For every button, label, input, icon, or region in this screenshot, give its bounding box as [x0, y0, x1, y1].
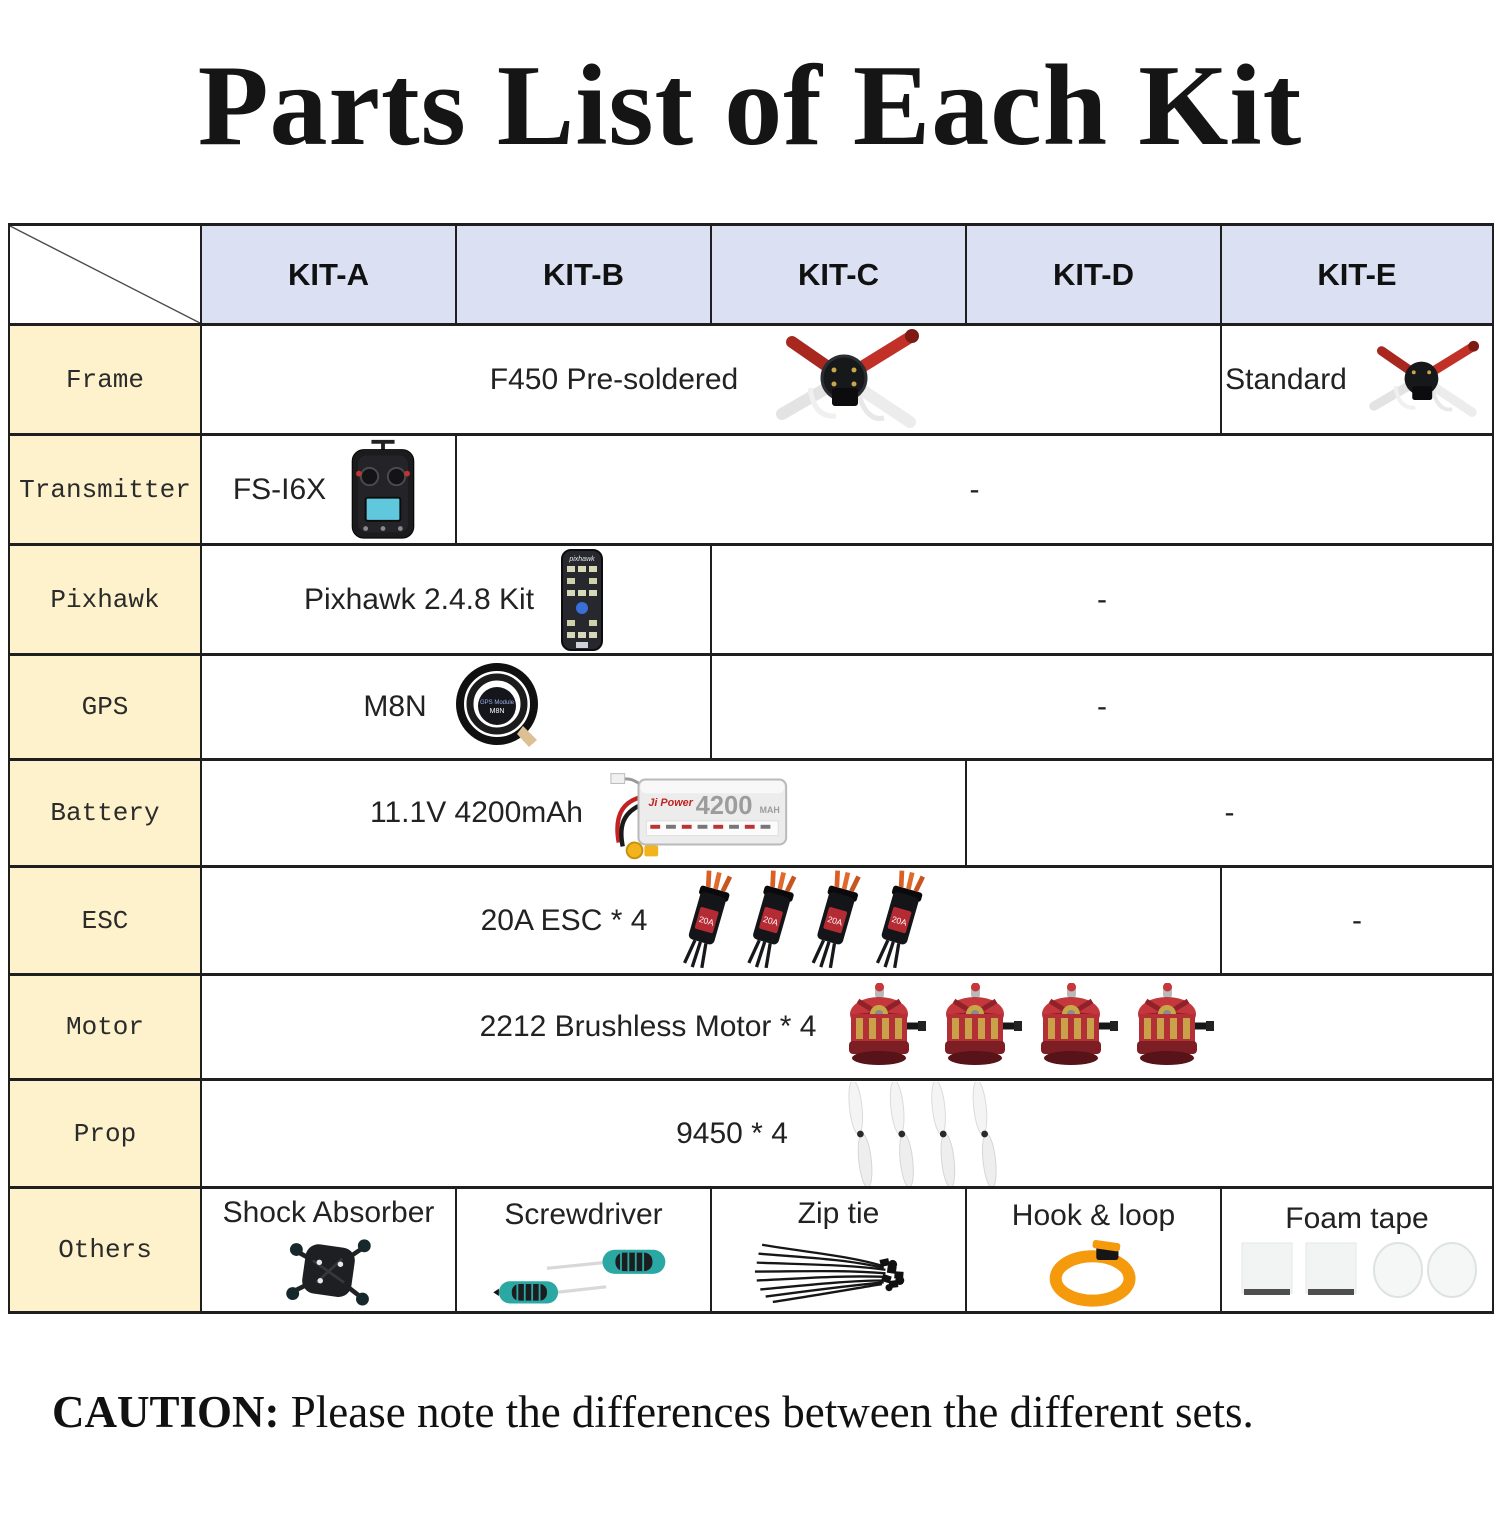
- svg-text:M8N: M8N: [489, 708, 505, 715]
- frame-kit-e-value: Standard: [1225, 362, 1347, 396]
- shock-absorber-image: [266, 1233, 391, 1311]
- foam-tape-label: Foam tape: [1285, 1202, 1429, 1235]
- esc-row-label: ESC: [9, 867, 201, 975]
- kit-b-header: KIT-B: [456, 225, 711, 325]
- esc-dash-cell: -: [1221, 867, 1493, 975]
- esc-main-cell: [201, 867, 1221, 975]
- others-kit-b-cell: [456, 1188, 711, 1313]
- caution-label: CAUTION:: [52, 1387, 280, 1437]
- gps-row-label: GPS: [9, 655, 201, 760]
- diagonal-line-icon: [10, 226, 200, 323]
- esc-row: [9, 867, 1493, 975]
- transmitter-row: [9, 435, 1493, 545]
- shock-absorber-label: Shock Absorber: [222, 1196, 435, 1229]
- battery-value: 11.1V 4200mAh: [370, 796, 583, 829]
- motor-main-cell: [201, 975, 1493, 1080]
- gps-row: [9, 655, 1493, 760]
- transmitter-image: [342, 438, 424, 542]
- prop-value: 9450 * 4: [676, 1116, 788, 1150]
- gps-main-cell: [201, 655, 711, 760]
- caution-text: [52, 1386, 1500, 1438]
- propeller-set-image: [828, 1082, 1018, 1186]
- motor-set-image: [838, 983, 1214, 1071]
- transmitter-value: FS-I6X: [232, 472, 327, 506]
- others-kit-c-cell: [711, 1188, 966, 1313]
- pixhawk-row: [9, 545, 1493, 655]
- prop-row: [9, 1080, 1493, 1188]
- frame-main-value: F450 Pre-soldered: [489, 362, 739, 396]
- battery-main-cell: [201, 760, 966, 867]
- caution-body: Please note the differences between the different sets.: [279, 1387, 1254, 1437]
- header-row: [9, 225, 1493, 325]
- motor-value: 2212 Brushless Motor * 4: [479, 1010, 817, 1043]
- drone-frame-image: [760, 328, 932, 432]
- transmitter-kit-a-cell: [201, 435, 456, 545]
- pixhawk-row-label: Pixhawk: [9, 545, 201, 655]
- esc-value: 20A ESC * 4: [480, 903, 648, 937]
- svg-text:Ji Power: Ji Power: [648, 797, 693, 810]
- gps-dash-cell: -: [711, 655, 1493, 760]
- page-title: Parts List of Each Kit: [197, 42, 1303, 170]
- drone-frame-standard-image: [1357, 330, 1489, 430]
- zip-tie-label: Zip tie: [797, 1197, 880, 1230]
- pixhawk-value: Pixhawk 2.4.8 Kit: [303, 582, 535, 616]
- battery-dash-cell: -: [966, 760, 1493, 867]
- svg-text:GPS Module: GPS Module: [479, 700, 514, 706]
- svg-text:20A: 20A: [826, 913, 845, 928]
- parts-table: [8, 223, 1494, 1314]
- pixhawk-main-cell: [201, 545, 711, 655]
- others-kit-a-cell: [201, 1188, 456, 1313]
- transmitter-dash-cell: -: [456, 435, 1493, 545]
- kit-a-header: KIT-A: [201, 225, 456, 325]
- motor-row-label: Motor: [9, 975, 201, 1080]
- esc-set-image: [669, 869, 941, 973]
- frame-row: [9, 325, 1493, 435]
- prop-row-label: Prop: [9, 1080, 201, 1188]
- screwdriver-image: [486, 1235, 681, 1309]
- others-row-label: Others: [9, 1188, 201, 1313]
- svg-text:20A: 20A: [698, 913, 716, 928]
- svg-text:20A: 20A: [891, 913, 909, 928]
- transmitter-row-label: Transmitter: [9, 435, 201, 545]
- lipo-battery-image: [605, 763, 797, 863]
- pixhawk-board-image: [556, 548, 608, 652]
- kit-d-header: KIT-D: [966, 225, 1221, 325]
- frame-main-cell: [201, 325, 1221, 435]
- gps-value: M8N: [363, 690, 427, 723]
- kit-c-header: KIT-C: [711, 225, 966, 325]
- hook-loop-strap-image: [1038, 1236, 1150, 1308]
- diagonal-cell: [9, 225, 201, 325]
- zip-tie-image: [744, 1234, 934, 1310]
- frame-row-label: Frame: [9, 325, 201, 435]
- hook-loop-label: Hook & loop: [1011, 1199, 1176, 1232]
- svg-text:20A: 20A: [762, 913, 780, 928]
- pixhawk-dash-cell: -: [711, 545, 1493, 655]
- screwdriver-label: Screwdriver: [504, 1198, 663, 1231]
- battery-row: [9, 760, 1493, 867]
- others-kit-e-cell: [1221, 1188, 1493, 1313]
- others-kit-d-cell: [966, 1188, 1221, 1313]
- others-row: [9, 1188, 1493, 1313]
- foam-tape-image: [1236, 1239, 1478, 1305]
- svg-text:pixhawk: pixhawk: [569, 555, 595, 563]
- prop-main-cell: [201, 1080, 1493, 1188]
- gps-module-image: [449, 660, 549, 754]
- svg-text:4200: 4200: [695, 791, 753, 820]
- svg-text:MAH: MAH: [759, 805, 780, 815]
- frame-kit-e-cell: [1221, 325, 1493, 435]
- battery-row-label: Battery: [9, 760, 201, 867]
- kit-e-header: KIT-E: [1221, 225, 1493, 325]
- motor-row: [9, 975, 1493, 1080]
